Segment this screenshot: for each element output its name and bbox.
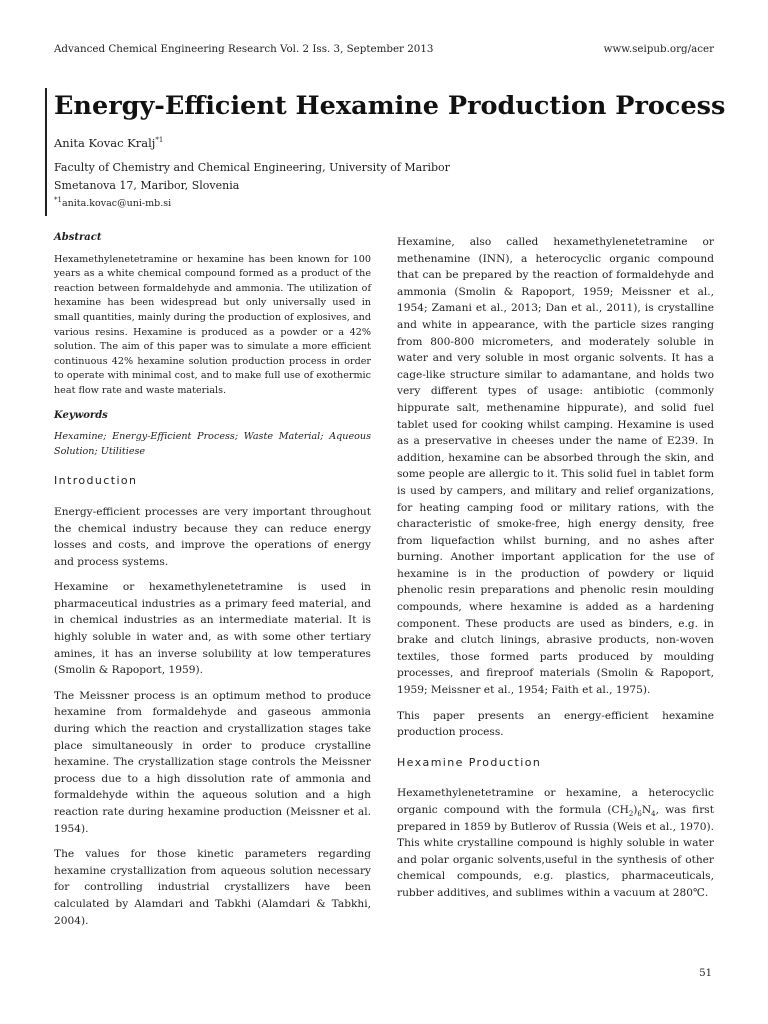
introduction-paragraph-4: The values for those kinetic parameters regarding hexamine crystallization from aqueous solution necessary for controlling industrial crystallizers have been calculated by Alamdari and Tabkhi (Alamdari & Tabkhi, 2004). [54,848,371,927]
affiliation-address: Smetanova 17, Maribor, Slovenia [54,179,240,192]
formula-text-after: , was first prepared in 1859 by Butlerov of Russia (Weis et al., 1970). This white crystalline compound is highly soluble in water and polar organic solvents,useful in the synthesis of other chemical compounds, e.g. plastics, pharmaceuticals, rubber additives, and sublimes within a vacuum at 280℃. [397,804,715,899]
author-email: anita.kovac@uni-mb.si [61,198,172,209]
title-vertical-rule [45,88,47,216]
page-number: 51 [699,968,712,979]
introduction-paragraph-2: Hexamine or hexamethylenetetramine is used in pharmaceutical industries as a primary feed material, and in chemical industries as an intermediate material. It is highly soluble in water and, as with some other tertiary amines, it has an inverse solubility at low temperatures (Smolin & Rapoport, 1959). [54,581,371,677]
left-column [54,230,371,938]
introduction-heading: Introduction [54,474,138,488]
introduction-paragraph-3: The Meissner process is an optimum method to produce hexamine from formaldehyde and gaseous ammonia during which the reaction and crystallization stages take place simultaneously in order to produce crystalline hexamine. The crystallization stage controls the Meissner process due to a high dissolution rate of ammonia and formaldehyde within the aqueous solution and a high reaction rate during hexamine production (Meissner et al. 1954). [54,689,371,835]
abstract-heading: Abstract [54,232,102,243]
keywords-text: Hexamine; Energy-Efficient Process; Waste Material; Aqueous Solution; Utilitiese [54,431,371,457]
affiliation-institution: Faculty of Chemistry and Chemical Engineering, University of Maribor [54,161,450,174]
right-column [397,234,714,911]
formula-subscript-4: 4 [651,810,656,819]
formula-subscript-2: 2 [628,810,634,819]
hexamine-production-heading: Hexamine Production [397,755,542,769]
hexamine-description-paragraph: Hexamine, also called hexamethylenetetramine or methenamine (INN), a heterocyclic organic compound that can be prepared by the reaction of formaldehyde and ammonia (Smolin & Rapoport, 1959; Meissner et al., 1954; Zamani et al., 2013; Dan et al., 2011), is crystalline and white in appearance, with the particle sizes ranging from 800-800 micrometers, and moderately soluble in water and very soluble in most organic solvents. It has a cage-like structure similar to adamantane, and holds two very different types of usage: antibiotic (commonly hippurate salt, methenamine hippurate), and solid fuel tablet used for cooking whilst camping. Hexamine is used as a preservative in cheeses under the name of E239. In addition, hexamine can be absorbed through the skin, and some people are allergic to it. This solid fuel in tablet form is used by campers, and military and relief organizations, for heating camping food or military rations, with the characteristic of smoke-free, high energy density, free from liquefaction whilst burning, and no ashes after burning. Another important application for the use of hexamine is in the production of powdery or liquid phenolic resin preparations and phenolic resin moulding compounds, where hexamine is added as a hardening component. These products are used as binders, e.g. in brake and clutch linings, abrasive products, non-woven textiles, those formed parts produced by moulding processes, and fireproof materials (Smolin & Rapoport, 1959; Meissner et al., 1954; Faith et al., 1975). [397,236,714,697]
abstract-text: Hexamethylenetetramine or hexamine has been known for 100 years as a white chemical compound formed as a product of the reaction between formaldehyde and ammonia. The utilization of hexamine has been widespread but only universally used in small quantities, mainly during the production of explosives, and various resins. Hexamine is produced as a powder or a 42% solution. The aim of this paper was to simulate a more efficient continuous 42% hexamine solution production process in order to operate with minimal cost, and to make full use of exothermic heat flow rate and waste materials. [54,253,371,396]
author-line [54,134,163,152]
keywords-heading: Keywords [54,409,108,421]
formula-text-before: Hexamethylenetetramine or hexamine, a heterocyclic organic compound with the formula (CH [397,787,714,816]
author-mark: *1 [155,136,164,145]
formula-nitrogen: N [641,804,652,816]
paper-purpose-paragraph: This paper presents an energy-efficient hexamine production process. [397,709,714,739]
introduction-paragraph-1: Energy-efficient processes are very important throughout the chemical industry because they can reduce energy losses and costs, and improve the operations of energy and process systems. [54,505,371,568]
author-name: Anita Kovac Kralj [54,136,156,150]
formula-close-paren: ) [633,804,638,816]
journal-running-head: Advanced Chemical Engineering Research Vol. 2 Iss. 3, September 2013 [54,43,434,55]
author-email-line [54,196,171,212]
article-title: Energy-Efficient Hexamine Production Process [54,91,726,121]
journal-url: www.seipub.org/acer [603,43,714,55]
formula-subscript-6: 6 [637,810,642,819]
email-mark: *1 [54,195,62,204]
hexamine-production-paragraph [397,785,714,901]
